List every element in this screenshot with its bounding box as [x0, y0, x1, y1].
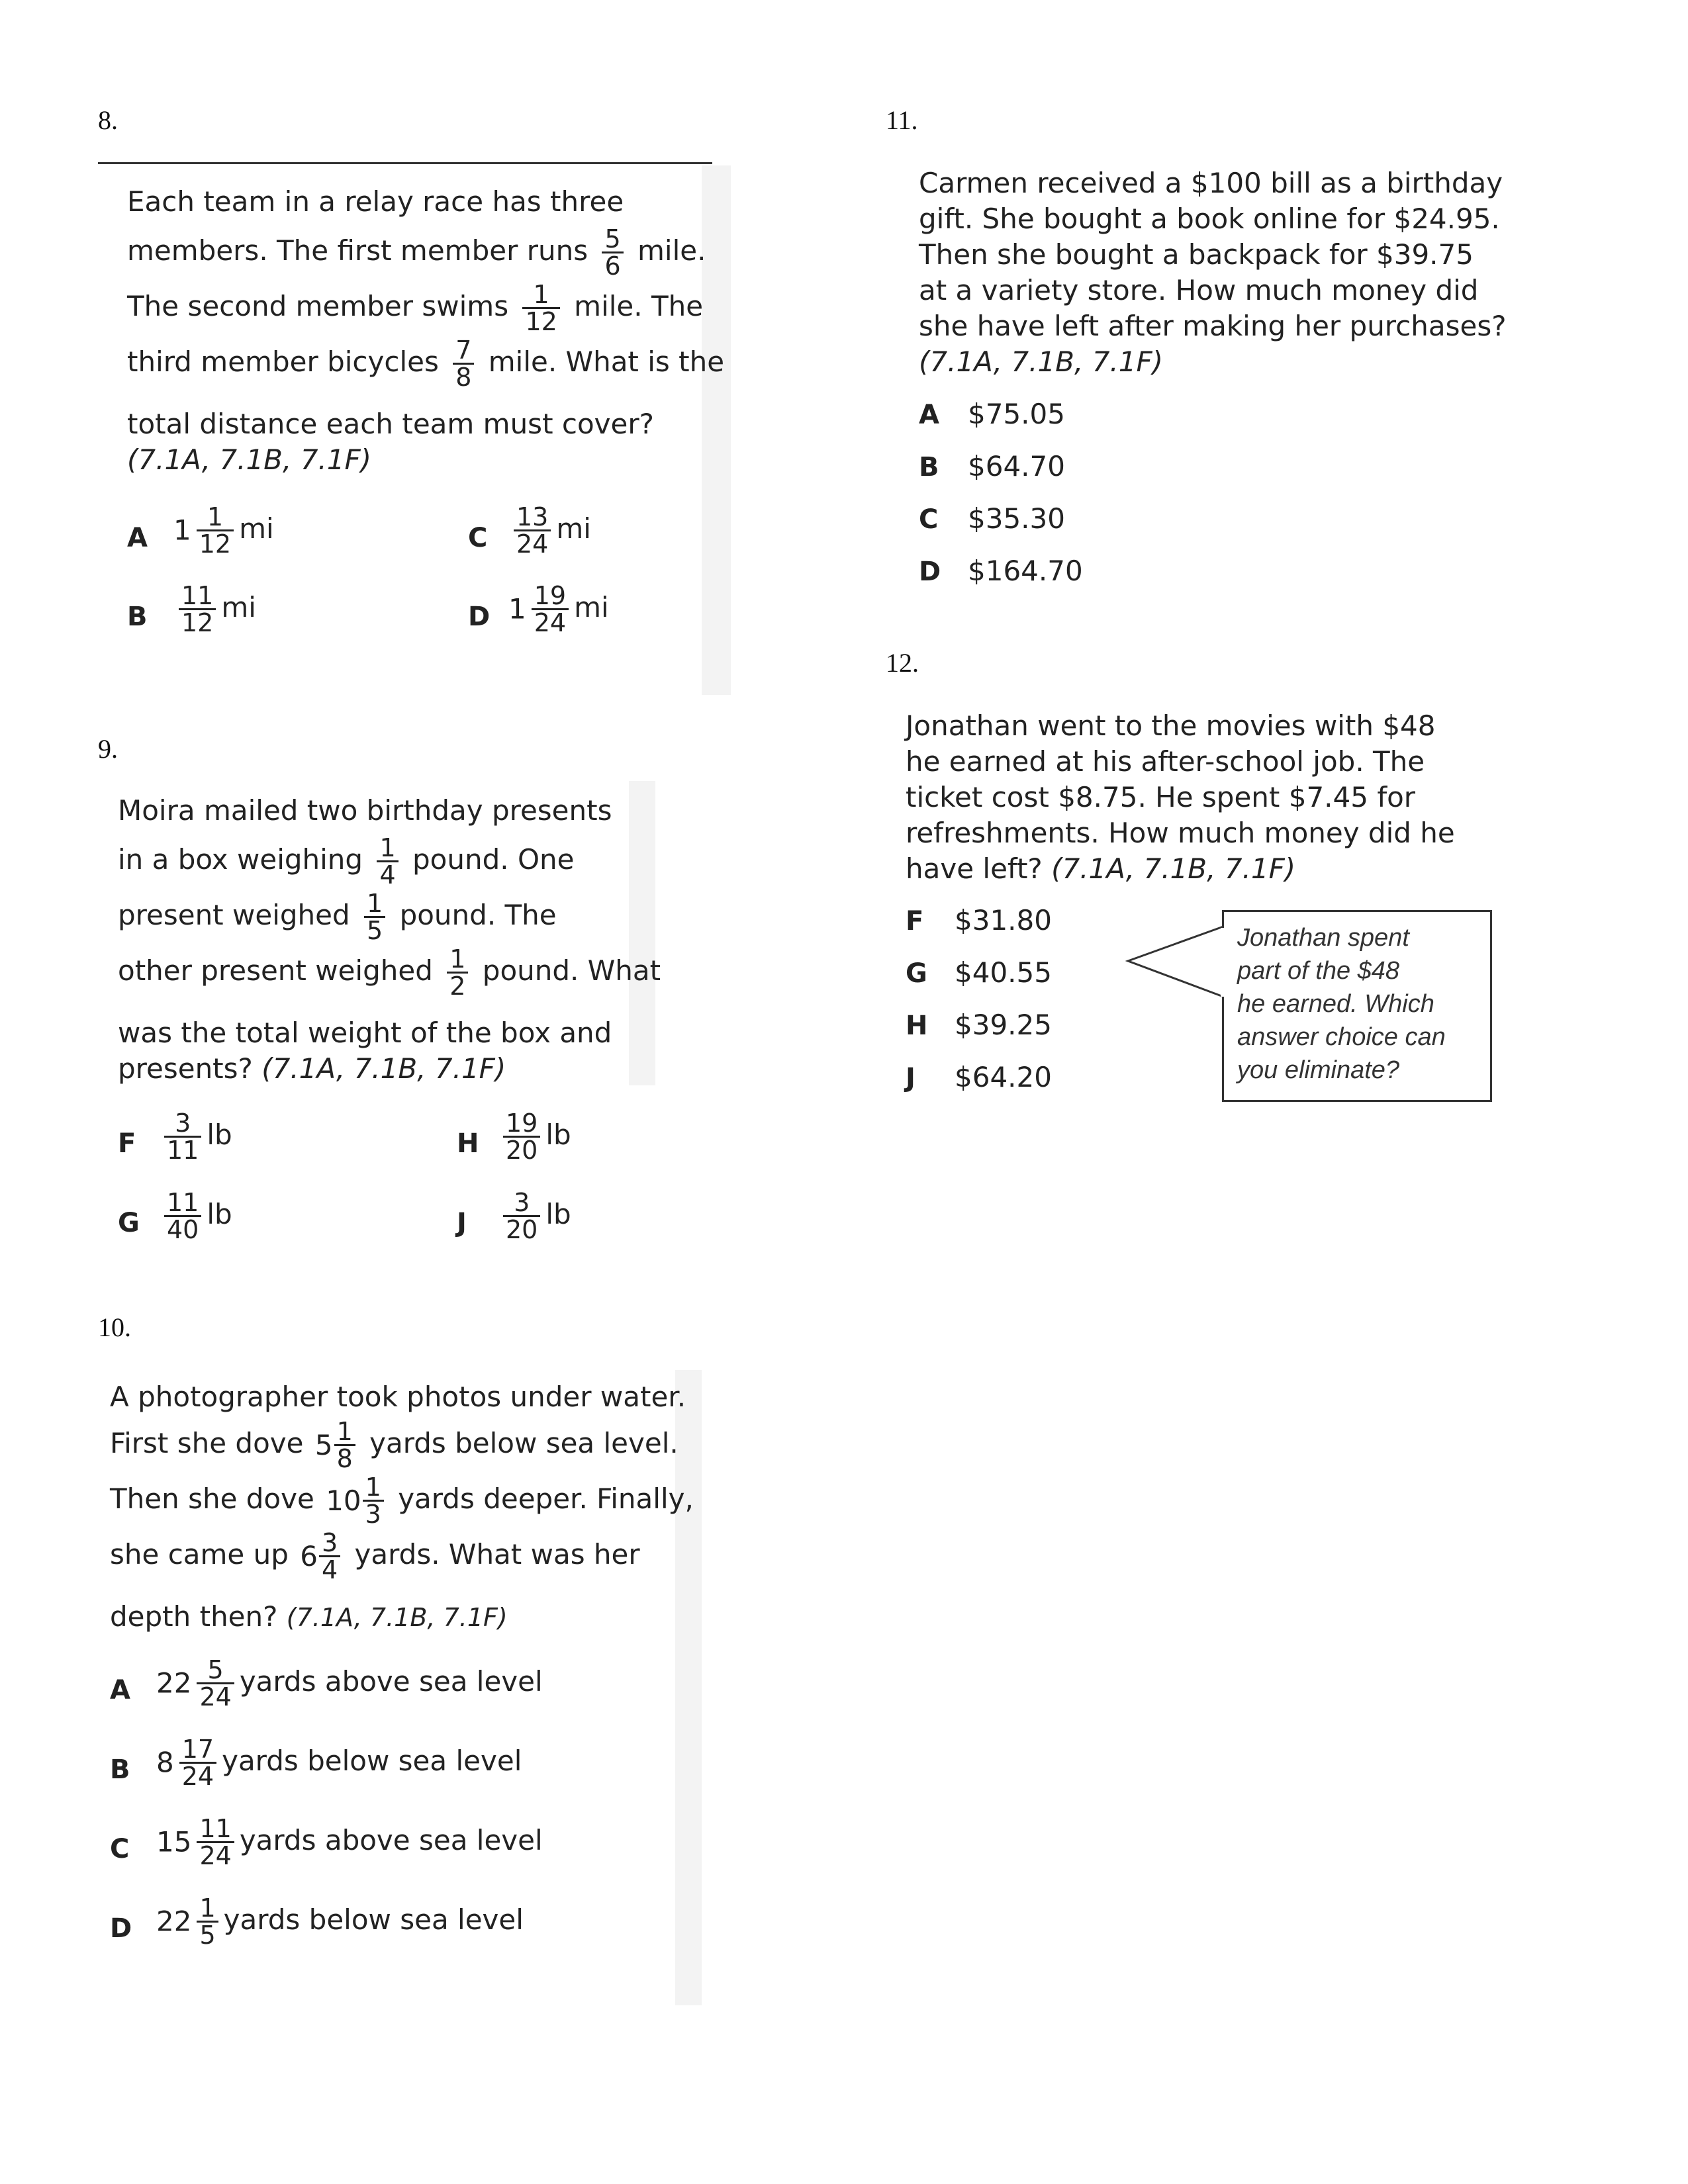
q9-line-6-text: presents? [118, 1052, 253, 1085]
q8-line-5: total distance each team must cover? [127, 408, 654, 440]
denominator: 11 [164, 1136, 201, 1163]
q8-line-4-text: third member bicycles [127, 345, 439, 378]
choice-letter: A [127, 523, 148, 553]
choice-letter: B [127, 602, 148, 632]
q9-line-4 [118, 946, 661, 999]
unit: mi [556, 512, 591, 545]
question-9-number: 9. [98, 734, 118, 764]
unit: mi [239, 512, 274, 545]
denominator: 24 [532, 608, 569, 635]
q10-line-3 [110, 1475, 694, 1527]
q12-line-5 [906, 852, 1296, 885]
choice-value: $39.25 [955, 1009, 1052, 1041]
choice-letter: B [110, 1754, 130, 1785]
description: yards below sea level [223, 1903, 524, 1936]
choice-letter: H [906, 1011, 928, 1041]
callout-line: he earned. Which [1237, 990, 1434, 1018]
callout-pointer [1125, 907, 1231, 1013]
callout-pointer-mask [1221, 928, 1225, 997]
q8-line-1: Each team in a relay race has three [127, 185, 624, 218]
q11-line-5: she have left after making her purchases? [919, 310, 1507, 342]
q12-standards: (7.1A, 7.1B, 7.1F) [1051, 852, 1296, 885]
q8-line-2-text: members. The first member runs [127, 234, 588, 267]
q9-line-6 [118, 1052, 506, 1085]
denominator: 3 [363, 1500, 384, 1527]
fraction [179, 583, 216, 635]
numerator: 7 [455, 336, 472, 365]
q12-line-3: ticket cost $8.75. He spent $7.45 for [906, 781, 1416, 813]
numerator: 11 [167, 1188, 199, 1217]
callout-line: part of the $48 [1237, 957, 1400, 985]
description: yards above sea level [239, 1824, 543, 1856]
q9-fraction-1-4 [377, 835, 398, 887]
choice-letter: C [110, 1834, 130, 1864]
question-10-stem [110, 1381, 719, 1672]
description: yards below sea level [222, 1745, 522, 1777]
unit: lb [545, 1118, 571, 1151]
denominator: 8 [453, 363, 474, 390]
numerator: 1 [367, 889, 383, 918]
fraction [179, 1737, 216, 1789]
q9-line-3-tail: pound. The [399, 899, 557, 931]
fraction [197, 1657, 234, 1709]
choice-value [156, 1816, 543, 1868]
unit: mi [221, 591, 256, 623]
callout-line: you eliminate? [1237, 1056, 1400, 1084]
q9-fraction-1-5 [364, 891, 385, 943]
question-8-top-rule [98, 162, 712, 164]
q12-line-2: he earned at his after-school job. The [906, 745, 1425, 778]
choice-letter: D [468, 602, 491, 632]
numerator: 3 [175, 1109, 191, 1138]
denominator: 5 [197, 1921, 218, 1948]
choice-value [156, 1657, 543, 1709]
numerator: 1 [199, 1893, 216, 1923]
choice-value [173, 583, 256, 635]
whole-number: 22 [156, 1666, 192, 1700]
unit: mi [574, 591, 609, 623]
question-8-stem [127, 185, 723, 477]
whole-number: 1 [173, 514, 191, 547]
q10-line-3-text: Then she dove [110, 1482, 314, 1515]
fraction [503, 1190, 540, 1242]
q8-line-4-tail: mile. What is the [488, 345, 725, 378]
q10-line-2 [110, 1419, 679, 1471]
fraction [164, 1111, 201, 1163]
choice-value [173, 504, 274, 557]
numerator: 19 [534, 581, 567, 610]
choice-value [159, 1190, 232, 1242]
choice-letter: F [906, 906, 924, 936]
unit: lb [207, 1118, 232, 1151]
denominator: 8 [334, 1444, 355, 1471]
numerator: 1 [365, 1473, 381, 1502]
question-10-number: 10. [98, 1312, 131, 1342]
choice-letter: D [110, 1913, 132, 1944]
q9-fraction-1-2 [447, 946, 468, 999]
q8-fraction-1-12 [522, 282, 559, 334]
denominator: 6 [602, 251, 623, 279]
whole-number: 15 [156, 1825, 192, 1858]
choice-letter: C [919, 504, 939, 535]
numerator: 3 [514, 1188, 530, 1217]
choice-letter: A [919, 400, 939, 430]
q9-line-3-text: present weighed [118, 899, 350, 931]
fraction [197, 1816, 234, 1868]
numerator: 1 [533, 280, 549, 309]
q9-line-4-tail: pound. What [482, 954, 661, 987]
question-11-number: 11. [886, 105, 918, 135]
choice-value: $64.70 [968, 450, 1065, 482]
choice-letter: D [919, 557, 941, 587]
whole-number: 1 [508, 592, 526, 625]
denominator: 12 [522, 307, 559, 334]
unit: lb [207, 1198, 232, 1230]
numerator: 1 [207, 502, 223, 531]
numerator: 11 [181, 581, 214, 610]
q8-line-2-tail: mile. [637, 234, 706, 267]
q10-fraction-5-1-8 [334, 1419, 355, 1471]
choice-letter: F [118, 1128, 136, 1159]
whole-number: 22 [156, 1905, 192, 1938]
q11-standards: (7.1A, 7.1B, 7.1F) [919, 345, 1164, 378]
q9-standards: (7.1A, 7.1B, 7.1F) [261, 1052, 506, 1085]
q10-line-5 [110, 1600, 508, 1633]
choice-value [508, 504, 591, 557]
q10-line-2-tail: yards below sea level. [369, 1427, 679, 1459]
choice-letter: J [457, 1208, 467, 1238]
denominator: 4 [319, 1555, 340, 1582]
choice-value: $64.20 [955, 1061, 1052, 1093]
q8-line-3-text: The second member swims [127, 290, 509, 322]
question-8-number: 8. [98, 105, 118, 135]
question-9-stem [118, 794, 714, 1085]
q10-line-1: A photographer took photos under water. [110, 1381, 686, 1413]
choice-letter: C [468, 523, 488, 553]
q9-line-2-text: in a box weighing [118, 843, 363, 876]
choice-value [498, 1111, 571, 1163]
denominator: 40 [164, 1215, 201, 1242]
numerator: 13 [516, 502, 549, 531]
question-11-stem [919, 167, 1515, 385]
fraction [197, 504, 234, 557]
q9-line-2-tail: pound. One [412, 843, 575, 876]
q10-line-4-tail: yards. What was her [354, 1538, 640, 1570]
denominator: 24 [197, 1841, 234, 1868]
numerator: 17 [181, 1735, 214, 1764]
q9-line-5: was the total weight of the box and [118, 1017, 612, 1049]
q10-line-4-text: she came up [110, 1538, 289, 1570]
q10-fraction-10-1-3 [363, 1475, 384, 1527]
numerator: 19 [506, 1109, 538, 1138]
numerator: 5 [207, 1655, 224, 1684]
q10-line-5-text: depth then? [110, 1600, 278, 1633]
choice-letter: G [118, 1208, 140, 1238]
numerator: 1 [449, 944, 466, 974]
hint-callout [1222, 910, 1492, 1102]
question-12-stem [906, 709, 1501, 908]
choice-value [156, 1737, 522, 1789]
denominator: 24 [179, 1762, 216, 1789]
q8-line-4 [127, 338, 724, 390]
numerator: 1 [336, 1417, 353, 1446]
q8-fraction-5-6 [602, 226, 623, 279]
denominator: 20 [503, 1136, 540, 1163]
q8-line-3-tail: mile. The [574, 290, 704, 322]
unit: lb [545, 1198, 571, 1230]
denominator: 5 [364, 916, 385, 943]
choice-value [159, 1111, 232, 1163]
q11-line-2: gift. She bought a book online for $24.95. [919, 203, 1500, 235]
q10-line-3-tail: yards deeper. Finally, [398, 1482, 694, 1515]
fraction [197, 1895, 218, 1948]
q9-line-3 [118, 891, 557, 943]
choice-letter: J [906, 1063, 915, 1093]
q8-fraction-7-8 [453, 338, 474, 390]
choice-value: $164.70 [968, 555, 1083, 587]
q11-line-1: Carmen received a $100 bill as a birthday [919, 167, 1503, 199]
choice-value [508, 583, 609, 635]
numerator: 11 [199, 1814, 232, 1843]
denominator: 4 [377, 860, 398, 887]
denominator: 12 [197, 529, 234, 557]
callout-line: Jonathan spent [1237, 924, 1409, 952]
q12-line-4: refreshments. How much money did he [906, 817, 1455, 849]
choice-letter: B [919, 452, 939, 482]
q8-line-2 [127, 226, 706, 279]
denominator: 24 [514, 529, 551, 557]
denominator: 12 [179, 608, 216, 635]
numerator: 5 [604, 224, 621, 253]
fraction [503, 1111, 540, 1163]
numerator: 1 [379, 833, 396, 862]
q10-line-2-text: First she dove [110, 1427, 304, 1459]
choice-value: $35.30 [968, 502, 1065, 535]
choice-value: $40.55 [955, 956, 1052, 989]
fraction [164, 1190, 201, 1242]
whole-number: 10 [326, 1484, 361, 1517]
choice-value: $75.05 [968, 398, 1065, 430]
fraction [514, 504, 551, 557]
q10-line-4 [110, 1530, 640, 1582]
choice-letter: A [110, 1675, 130, 1706]
q9-line-4-text: other present weighed [118, 954, 433, 987]
q9-line-2 [118, 835, 574, 887]
whole-number: 8 [156, 1746, 174, 1779]
q10-fraction-6-3-4 [319, 1530, 340, 1582]
question-12-number: 12. [886, 648, 919, 678]
denominator: 2 [447, 972, 468, 999]
description: yards above sea level [239, 1665, 543, 1698]
q10-standards: (7.1A, 7.1B, 7.1F) [286, 1603, 508, 1632]
denominator: 20 [503, 1215, 540, 1242]
fraction [532, 583, 569, 635]
q9-line-1: Moira mailed two birthday presents [118, 794, 612, 827]
whole-number: 6 [300, 1539, 318, 1572]
callout-line: answer choice can [1237, 1023, 1446, 1051]
q8-line-3 [127, 282, 703, 334]
choice-value [498, 1190, 571, 1242]
choice-value: $31.80 [955, 904, 1052, 936]
numerator: 3 [322, 1528, 338, 1557]
q12-line-1: Jonathan went to the movies with $48 [906, 709, 1436, 742]
q12-line-5-text: have left? [906, 852, 1043, 885]
denominator: 24 [197, 1682, 234, 1709]
choice-value [156, 1895, 524, 1948]
q11-line-3: Then she bought a backpack for $39.75 [919, 238, 1474, 271]
q11-line-4: at a variety store. How much money did [919, 274, 1479, 306]
q8-standards: (7.1A, 7.1B, 7.1F) [127, 443, 372, 476]
whole-number: 5 [314, 1428, 333, 1461]
choice-letter: H [457, 1128, 479, 1159]
choice-letter: G [906, 958, 927, 989]
